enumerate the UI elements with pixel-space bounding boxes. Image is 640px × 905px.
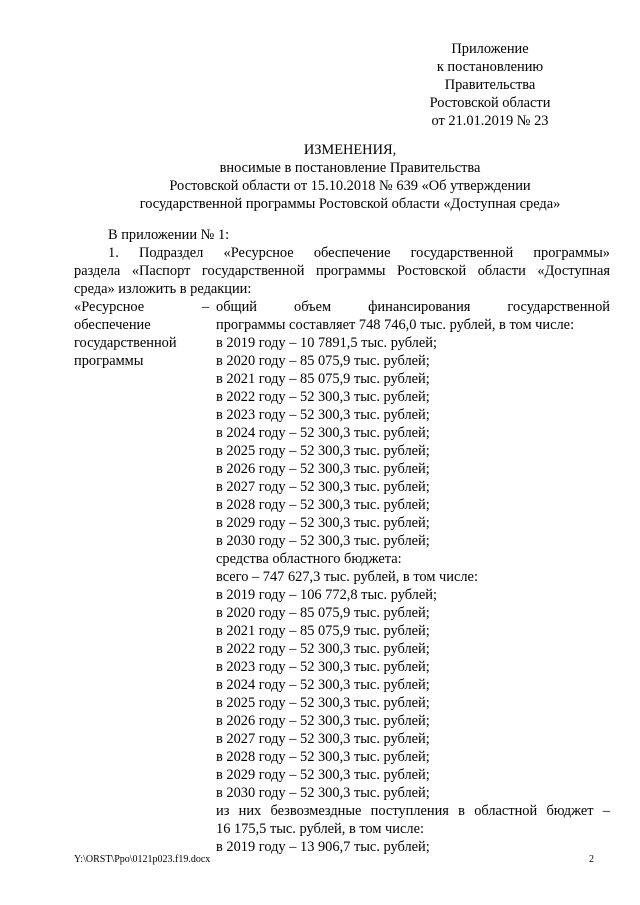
heading-line: Ростовской области от 15.10.2018 № 639 «Об утверждении	[169, 178, 531, 194]
content-line: в 2019 году – 10 7891,5 тыс. рублей;	[216, 335, 437, 351]
content-line: в 2029 году – 52 300,3 тыс. рублей;	[216, 767, 430, 783]
content-line: общий объем финансирования государственной	[216, 299, 610, 315]
content-line: в 2028 году – 52 300,3 тыс. рублей;	[216, 497, 430, 513]
content-line: в 2029 году – 52 300,3 тыс. рублей;	[216, 515, 430, 531]
table-label	[74, 298, 204, 370]
content-line: в 2024 году – 52 300,3 тыс. рублей;	[216, 677, 430, 693]
item-line: раздела «Паспорт государственной программы Ростовской области «Доступная	[74, 263, 610, 279]
content-line: в 2022 году – 52 300,3 тыс. рублей;	[216, 641, 430, 657]
content-line: в 2030 году – 52 300,3 тыс. рублей;	[216, 533, 430, 549]
appendix-reference: В приложении № 1:	[108, 227, 230, 243]
heading-line: вносимые в постановление Правительства	[219, 160, 481, 176]
content-line: в 2030 году – 52 300,3 тыс. рублей;	[216, 785, 430, 801]
content-line: в 2027 году – 52 300,3 тыс. рублей;	[216, 731, 430, 747]
appendix-line: к постановлению	[436, 59, 544, 75]
content-line: в 2027 году – 52 300,3 тыс. рублей;	[216, 479, 430, 495]
intro-paragraph	[74, 226, 610, 298]
content-line: в 2024 году – 52 300,3 тыс. рублей;	[216, 425, 430, 441]
heading-line: государственной программы Ростовской области «Доступная среда»	[139, 196, 561, 212]
table-content	[216, 298, 610, 856]
content-line: в 2023 году – 52 300,3 тыс. рублей;	[216, 407, 430, 423]
appendix-line: Правительства	[444, 77, 536, 93]
content-line: программы составляет 748 746,0 тыс. рублей, в том числе:	[216, 317, 575, 333]
content-line: в 2019 году – 106 772,8 тыс. рублей;	[216, 587, 437, 603]
heading-title: ИЗМЕНЕНИЯ,	[303, 142, 397, 158]
content-line: в 2028 году – 52 300,3 тыс. рублей;	[216, 749, 430, 765]
content-line: в 2022 году – 52 300,3 тыс. рублей;	[216, 389, 430, 405]
content-line: 16 175,5 тыс. рублей, в том числе:	[216, 821, 424, 837]
content-line: из них безвозмездные поступления в областной бюджет –	[216, 803, 610, 819]
content-line: в 2021 году – 85 075,9 тыс. рублей;	[216, 371, 430, 387]
document-heading	[60, 141, 640, 213]
appendix-block	[400, 40, 580, 130]
label-line: государственной	[74, 335, 177, 351]
item-line: 1. Подраздел «Ресурсное обеспечение государственной программы»	[108, 245, 610, 261]
item-line: среда» изложить в редакции:	[74, 281, 252, 297]
content-line: в 2025 году – 52 300,3 тыс. рублей;	[216, 695, 430, 711]
content-line: в 2023 году – 52 300,3 тыс. рублей;	[216, 659, 430, 675]
content-line: в 2020 году – 85 075,9 тыс. рублей;	[216, 605, 430, 621]
content-line: всего – 747 627,3 тыс. рублей, в том числе:	[216, 569, 478, 585]
content-line: в 2025 году – 52 300,3 тыс. рублей;	[216, 443, 430, 459]
label-line: обеспечение	[74, 317, 151, 333]
content-line: в 2020 году – 85 075,9 тыс. рублей;	[216, 353, 430, 369]
file-path: Y:\ORST\Ppo\0121p023.f19.docx	[74, 854, 211, 865]
appendix-line: от 21.01.2019 № 23	[431, 113, 549, 129]
content-line: в 2026 году – 52 300,3 тыс. рублей;	[216, 713, 430, 729]
content-line: в 2026 году – 52 300,3 тыс. рублей;	[216, 461, 430, 477]
content-line: в 2019 году – 13 906,7 тыс. рублей;	[216, 839, 430, 855]
table-dash: –	[202, 299, 210, 315]
appendix-line: Ростовской области	[429, 95, 551, 111]
label-line: «Ресурсное	[74, 299, 145, 315]
appendix-line: Приложение	[451, 41, 529, 57]
page-number: 2	[589, 854, 594, 865]
label-line: программы	[74, 353, 144, 369]
content-line: в 2021 году – 85 075,9 тыс. рублей;	[216, 623, 430, 639]
content-line: средства областного бюджета:	[216, 551, 402, 567]
